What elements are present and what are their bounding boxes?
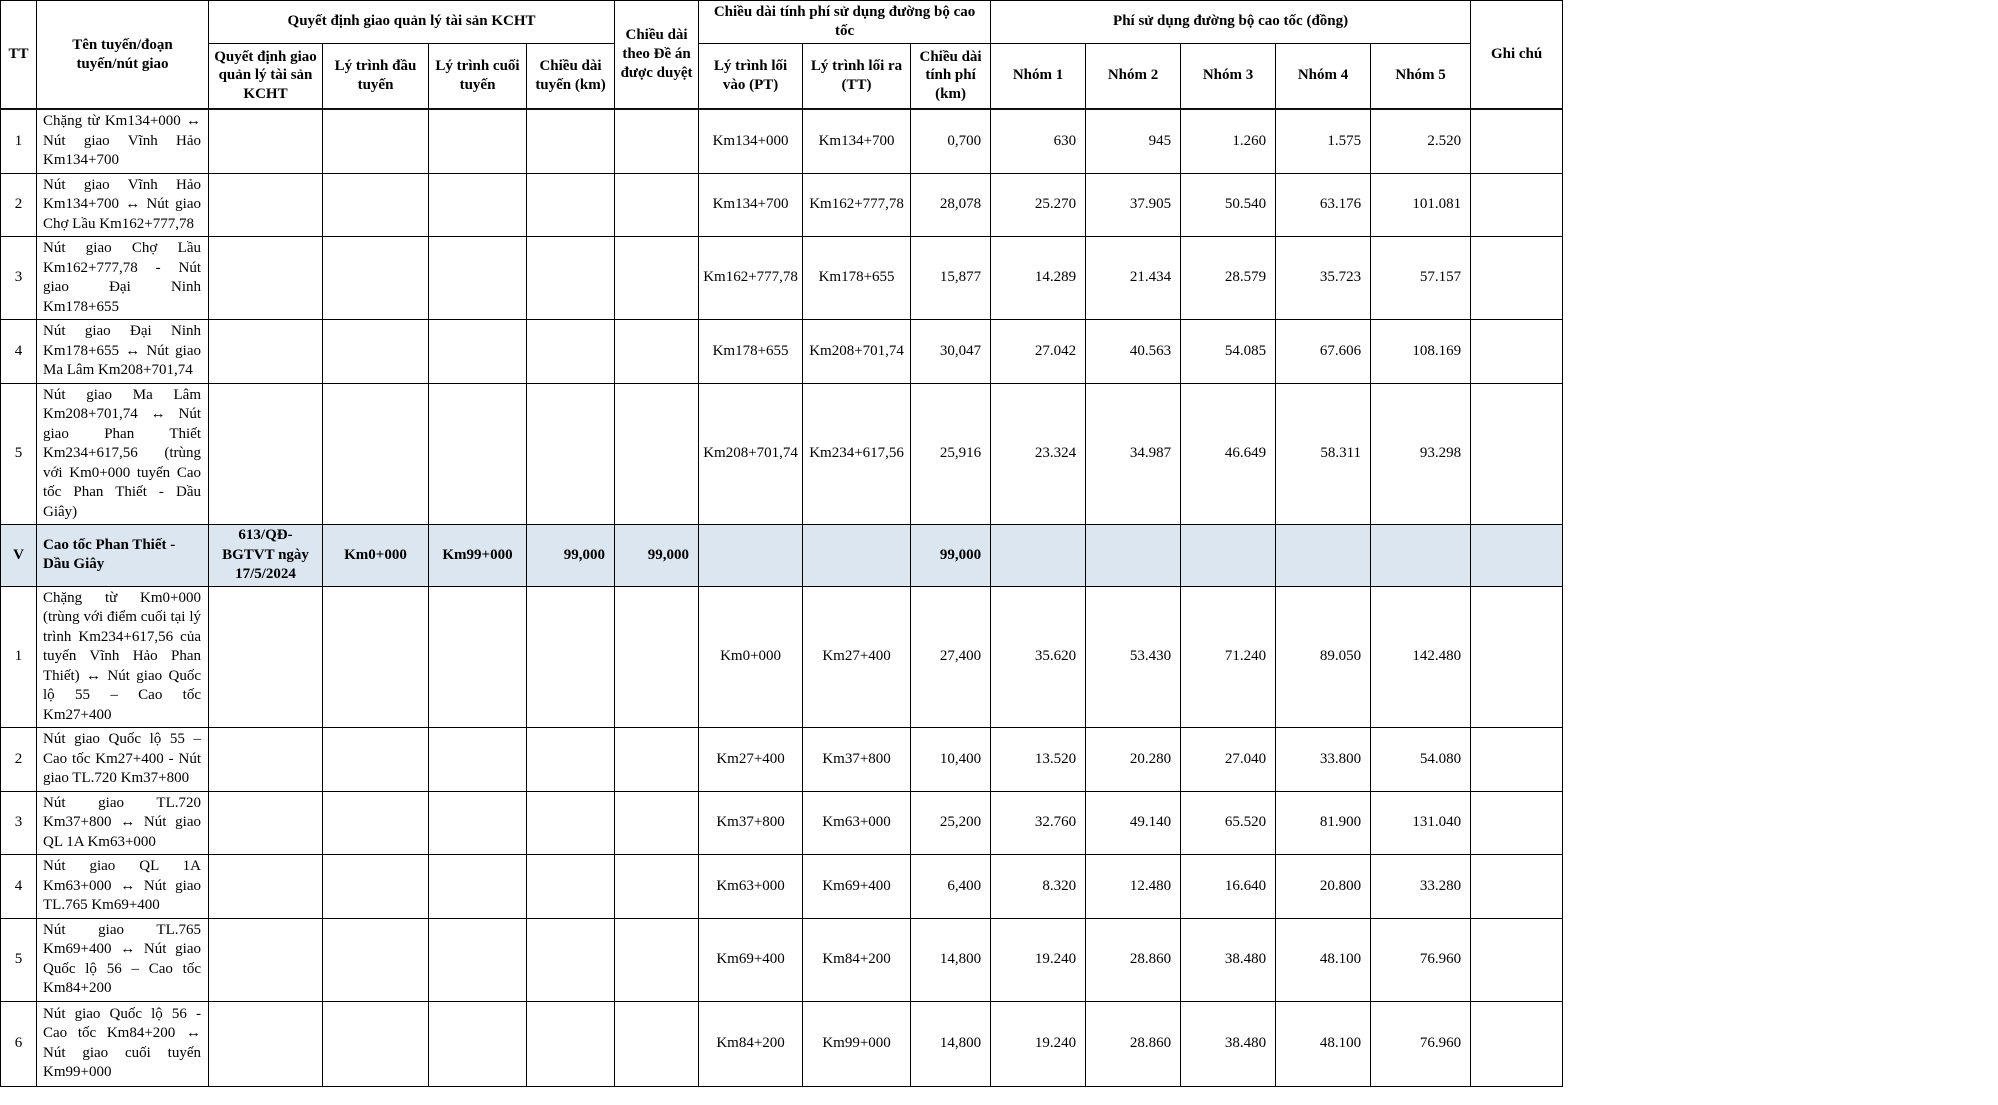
table-row — [1, 383, 1563, 525]
cell-name: Nút giao Chợ Lầu Km162+777,78 - Nút giao Đại Ninh Km178+655 — [37, 237, 209, 320]
cell-lt-dau — [323, 237, 429, 320]
cell-lt-ra: Km63+000 — [803, 791, 911, 855]
cell-n3: 27.040 — [1181, 728, 1276, 792]
cell-lt-dau — [323, 586, 429, 728]
cell-cd-tuyen — [527, 918, 615, 1001]
cell-lt-ra: Km27+400 — [803, 586, 911, 728]
cell-n3: 54.085 — [1181, 320, 1276, 384]
cell-cd-tinh-phi: 14,800 — [911, 1001, 991, 1086]
cell-cd-de-an — [615, 791, 699, 855]
cell-tt: 6 — [1, 1001, 37, 1086]
cell-lt-vao: Km69+400 — [699, 918, 803, 1001]
cell-name: Nút giao Quốc lộ 56 - Cao tốc Km84+200 ↔ Nút giao cuối tuyến Km99+000 — [37, 1001, 209, 1086]
cell-n3: 46.649 — [1181, 383, 1276, 525]
cell-lt-cuoi: Km99+000 — [429, 525, 527, 587]
cell-n3: 65.520 — [1181, 791, 1276, 855]
cell-lt-dau — [323, 383, 429, 525]
cell-tt: 2 — [1, 173, 37, 237]
cell-cd-de-an — [615, 237, 699, 320]
cell-lt-dau — [323, 109, 429, 173]
cell-lt-ra — [803, 525, 911, 587]
cell-lt-dau — [323, 173, 429, 237]
header-route-length: Chiều dài tuyến (km) — [527, 43, 615, 109]
cell-cd-de-an — [615, 586, 699, 728]
cell-lt-ra: Km99+000 — [803, 1001, 911, 1086]
cell-n4: 20.800 — [1276, 855, 1371, 919]
cell-lt-vao: Km178+655 — [699, 320, 803, 384]
cell-cd-tuyen — [527, 855, 615, 919]
cell-cd-de-an — [615, 918, 699, 1001]
cell-lt-vao: Km208+701,74 — [699, 383, 803, 525]
cell-cd-tinh-phi: 28,078 — [911, 173, 991, 237]
cell-name: Chặng từ Km0+000 (trùng với điểm cuối tại lý trình Km234+617,56 của tuyến Vĩnh Hảo Phan Thiết) ↔ Nút giao Quốc lộ 55 – Cao tốc Km27+400 — [37, 586, 209, 728]
table-header — [1, 1, 1563, 110]
header-charged-length: Chiều dài tính phí (km) — [911, 43, 991, 109]
cell-qd — [209, 237, 323, 320]
table-row — [1, 918, 1563, 1001]
cell-cd-tuyen — [527, 109, 615, 173]
header-tt: TT — [1, 1, 37, 110]
cell-lt-ra: Km234+617,56 — [803, 383, 911, 525]
cell-cd-tinh-phi: 30,047 — [911, 320, 991, 384]
cell-n4: 67.606 — [1276, 320, 1371, 384]
header-approved-length: Chiều dài theo Đề án được duyệt — [615, 1, 699, 110]
cell-cd-de-an — [615, 109, 699, 173]
cell-cd-de-an: 99,000 — [615, 525, 699, 587]
section-summary-row — [1, 525, 1563, 587]
cell-lt-cuoi — [429, 855, 527, 919]
cell-cd-tuyen — [527, 586, 615, 728]
cell-lt-cuoi — [429, 791, 527, 855]
header-asset-decision: Quyết định giao quản lý tài sản KCHT — [209, 43, 323, 109]
cell-cd-de-an — [615, 855, 699, 919]
cell-n4 — [1276, 525, 1371, 587]
cell-lt-vao: Km162+777,78 — [699, 237, 803, 320]
cell-tt: 3 — [1, 791, 37, 855]
cell-cd-tinh-phi: 0,700 — [911, 109, 991, 173]
table-row — [1, 1001, 1563, 1086]
cell-lt-cuoi — [429, 383, 527, 525]
cell-n5: 57.157 — [1371, 237, 1471, 320]
cell-lt-cuoi — [429, 918, 527, 1001]
cell-lt-cuoi — [429, 1001, 527, 1086]
cell-qd — [209, 728, 323, 792]
cell-lt-cuoi — [429, 586, 527, 728]
cell-lt-cuoi — [429, 320, 527, 384]
cell-cd-tuyen — [527, 237, 615, 320]
cell-tt: 4 — [1, 320, 37, 384]
header-fee-group-1: Nhóm 1 — [991, 43, 1086, 109]
cell-n4: 89.050 — [1276, 586, 1371, 728]
header-group-row — [1, 1, 1563, 44]
cell-n4: 33.800 — [1276, 728, 1371, 792]
table-row — [1, 791, 1563, 855]
cell-cd-tuyen — [527, 383, 615, 525]
cell-n1: 630 — [991, 109, 1086, 173]
cell-n5: 54.080 — [1371, 728, 1471, 792]
cell-name: Cao tốc Phan Thiết - Dầu Giây — [37, 525, 209, 587]
cell-lt-vao: Km0+000 — [699, 586, 803, 728]
header-notes: Ghi chú — [1471, 1, 1563, 110]
cell-name: Nút giao TL.765 Km69+400 ↔ Nút giao Quốc lộ 56 – Cao tốc Km84+200 — [37, 918, 209, 1001]
cell-n3: 28.579 — [1181, 237, 1276, 320]
cell-n5 — [1371, 525, 1471, 587]
cell-lt-dau — [323, 728, 429, 792]
cell-n4: 35.723 — [1276, 237, 1371, 320]
cell-tt: 3 — [1, 237, 37, 320]
cell-ghi-chu — [1471, 237, 1563, 320]
cell-n2: 37.905 — [1086, 173, 1181, 237]
cell-cd-tuyen — [527, 173, 615, 237]
cell-ghi-chu — [1471, 918, 1563, 1001]
cell-cd-de-an — [615, 173, 699, 237]
header-fee-group-4: Nhóm 4 — [1276, 43, 1371, 109]
cell-ghi-chu — [1471, 855, 1563, 919]
cell-n4: 48.100 — [1276, 1001, 1371, 1086]
cell-n2: 40.563 — [1086, 320, 1181, 384]
cell-name: Nút giao Vĩnh Hảo Km134+700 ↔ Nút giao Chợ Lầu Km162+777,78 — [37, 173, 209, 237]
cell-n2: 53.430 — [1086, 586, 1181, 728]
cell-n5: 108.169 — [1371, 320, 1471, 384]
cell-n2 — [1086, 525, 1181, 587]
cell-lt-vao: Km27+400 — [699, 728, 803, 792]
cell-lt-vao — [699, 525, 803, 587]
cell-qd — [209, 791, 323, 855]
cell-tt: 1 — [1, 586, 37, 728]
cell-n1: 35.620 — [991, 586, 1086, 728]
cell-ghi-chu — [1471, 1001, 1563, 1086]
cell-n3: 71.240 — [1181, 586, 1276, 728]
cell-n4: 48.100 — [1276, 918, 1371, 1001]
cell-n1: 19.240 — [991, 918, 1086, 1001]
cell-n5: 76.960 — [1371, 918, 1471, 1001]
cell-lt-cuoi — [429, 237, 527, 320]
cell-cd-de-an — [615, 383, 699, 525]
cell-n3: 50.540 — [1181, 173, 1276, 237]
cell-n2: 34.987 — [1086, 383, 1181, 525]
cell-cd-tinh-phi: 15,877 — [911, 237, 991, 320]
cell-cd-tinh-phi: 6,400 — [911, 855, 991, 919]
cell-lt-dau — [323, 320, 429, 384]
cell-cd-tinh-phi: 10,400 — [911, 728, 991, 792]
cell-n2: 49.140 — [1086, 791, 1181, 855]
cell-n2: 945 — [1086, 109, 1181, 173]
cell-lt-ra: Km162+777,78 — [803, 173, 911, 237]
cell-qd — [209, 320, 323, 384]
header-sub-row — [1, 43, 1563, 109]
cell-qd — [209, 173, 323, 237]
cell-n5: 131.040 — [1371, 791, 1471, 855]
cell-lt-vao: Km63+000 — [699, 855, 803, 919]
cell-qd — [209, 918, 323, 1001]
cell-ghi-chu — [1471, 525, 1563, 587]
cell-ghi-chu — [1471, 320, 1563, 384]
cell-lt-vao: Km84+200 — [699, 1001, 803, 1086]
cell-name: Nút giao QL 1A Km63+000 ↔ Nút giao TL.765 Km69+400 — [37, 855, 209, 919]
cell-n3: 1.260 — [1181, 109, 1276, 173]
table-row — [1, 109, 1563, 173]
cell-n3: 38.480 — [1181, 918, 1276, 1001]
header-route-name: Tên tuyến/đoạn tuyến/nút giao — [37, 1, 209, 110]
header-route-end: Lý trình cuối tuyến — [429, 43, 527, 109]
cell-ghi-chu — [1471, 173, 1563, 237]
header-fee-group-3: Nhóm 3 — [1181, 43, 1276, 109]
cell-ghi-chu — [1471, 586, 1563, 728]
header-fee-group-5: Nhóm 5 — [1371, 43, 1471, 109]
cell-tt: V — [1, 525, 37, 587]
cell-cd-tuyen — [527, 728, 615, 792]
cell-lt-cuoi — [429, 728, 527, 792]
header-route-start: Lý trình đầu tuyến — [323, 43, 429, 109]
cell-lt-ra: Km208+701,74 — [803, 320, 911, 384]
header-entry-point: Lý trình lối vào (PT) — [699, 43, 803, 109]
cell-name: Nút giao Đại Ninh Km178+655 ↔ Nút giao Ma Lâm Km208+701,74 — [37, 320, 209, 384]
cell-cd-de-an — [615, 728, 699, 792]
table-row — [1, 173, 1563, 237]
cell-cd-de-an — [615, 320, 699, 384]
cell-n1: 14.289 — [991, 237, 1086, 320]
cell-lt-vao: Km37+800 — [699, 791, 803, 855]
cell-qd — [209, 383, 323, 525]
cell-ghi-chu — [1471, 791, 1563, 855]
cell-n5: 33.280 — [1371, 855, 1471, 919]
cell-n4: 1.575 — [1276, 109, 1371, 173]
cell-n2: 21.434 — [1086, 237, 1181, 320]
cell-lt-dau — [323, 1001, 429, 1086]
cell-n1: 32.760 — [991, 791, 1086, 855]
cell-lt-ra: Km69+400 — [803, 855, 911, 919]
cell-n1: 23.324 — [991, 383, 1086, 525]
cell-cd-tinh-phi: 14,800 — [911, 918, 991, 1001]
cell-qd — [209, 109, 323, 173]
header-group-fees: Phí sử dụng đường bộ cao tốc (đồng) — [991, 1, 1471, 44]
cell-cd-tuyen — [527, 1001, 615, 1086]
table-row — [1, 855, 1563, 919]
cell-name: Chặng từ Km134+000 ↔ Nút giao Vĩnh Hảo Km134+700 — [37, 109, 209, 173]
cell-cd-tinh-phi: 27,400 — [911, 586, 991, 728]
table-row — [1, 237, 1563, 320]
cell-tt: 5 — [1, 383, 37, 525]
cell-n5: 2.520 — [1371, 109, 1471, 173]
cell-ghi-chu — [1471, 728, 1563, 792]
cell-cd-tinh-phi: 25,916 — [911, 383, 991, 525]
cell-n5: 93.298 — [1371, 383, 1471, 525]
header-group-charged-length: Chiều dài tính phí sử dụng đường bộ cao tốc — [699, 1, 991, 44]
cell-n1: 8.320 — [991, 855, 1086, 919]
cell-cd-tuyen — [527, 791, 615, 855]
cell-n3 — [1181, 525, 1276, 587]
table-row — [1, 586, 1563, 728]
cell-tt: 2 — [1, 728, 37, 792]
cell-lt-ra: Km84+200 — [803, 918, 911, 1001]
cell-lt-dau — [323, 855, 429, 919]
header-fee-group-2: Nhóm 2 — [1086, 43, 1181, 109]
header-exit-point: Lý trình lối ra (TT) — [803, 43, 911, 109]
cell-qd — [209, 855, 323, 919]
table-row — [1, 320, 1563, 384]
cell-n4: 81.900 — [1276, 791, 1371, 855]
cell-lt-ra: Km134+700 — [803, 109, 911, 173]
cell-name: Nút giao Quốc lộ 55 – Cao tốc Km27+400 - Nút giao TL.720 Km37+800 — [37, 728, 209, 792]
cell-qd: 613/QĐ-BGTVT ngày 17/5/2024 — [209, 525, 323, 587]
cell-lt-ra: Km37+800 — [803, 728, 911, 792]
table-row — [1, 728, 1563, 792]
cell-lt-dau: Km0+000 — [323, 525, 429, 587]
cell-n1: 27.042 — [991, 320, 1086, 384]
cell-n2: 20.280 — [1086, 728, 1181, 792]
cell-lt-cuoi — [429, 109, 527, 173]
cell-qd — [209, 586, 323, 728]
cell-n1: 19.240 — [991, 1001, 1086, 1086]
cell-lt-dau — [323, 918, 429, 1001]
cell-lt-cuoi — [429, 173, 527, 237]
header-group-asset-decision: Quyết định giao quản lý tài sản KCHT — [209, 1, 615, 44]
cell-n4: 63.176 — [1276, 173, 1371, 237]
cell-n5: 76.960 — [1371, 1001, 1471, 1086]
cell-lt-vao: Km134+000 — [699, 109, 803, 173]
cell-name: Nút giao Ma Lâm Km208+701,74 ↔ Nút giao Phan Thiết Km234+617,56 (trùng với Km0+000 tuyến Cao tốc Phan Thiết - Dầu Giây) — [37, 383, 209, 525]
cell-tt: 5 — [1, 918, 37, 1001]
cell-tt: 1 — [1, 109, 37, 173]
cell-lt-vao: Km134+700 — [699, 173, 803, 237]
cell-name: Nút giao TL.720 Km37+800 ↔ Nút giao QL 1A Km63+000 — [37, 791, 209, 855]
cell-n2: 28.860 — [1086, 1001, 1181, 1086]
cell-n1: 13.520 — [991, 728, 1086, 792]
cell-lt-dau — [323, 791, 429, 855]
cell-cd-tinh-phi: 25,200 — [911, 791, 991, 855]
cell-cd-tuyen: 99,000 — [527, 525, 615, 587]
cell-n2: 12.480 — [1086, 855, 1181, 919]
cell-ghi-chu — [1471, 109, 1563, 173]
cell-n5: 101.081 — [1371, 173, 1471, 237]
cell-tt: 4 — [1, 855, 37, 919]
cell-qd — [209, 1001, 323, 1086]
cell-cd-tuyen — [527, 320, 615, 384]
cell-n1 — [991, 525, 1086, 587]
cell-lt-ra: Km178+655 — [803, 237, 911, 320]
cell-n3: 16.640 — [1181, 855, 1276, 919]
cell-n2: 28.860 — [1086, 918, 1181, 1001]
cell-cd-tinh-phi: 99,000 — [911, 525, 991, 587]
cell-n5: 142.480 — [1371, 586, 1471, 728]
table-body — [1, 109, 1563, 1086]
cell-n1: 25.270 — [991, 173, 1086, 237]
cell-n4: 58.311 — [1276, 383, 1371, 525]
cell-cd-de-an — [615, 1001, 699, 1086]
cell-ghi-chu — [1471, 383, 1563, 525]
cell-n3: 38.480 — [1181, 1001, 1276, 1086]
